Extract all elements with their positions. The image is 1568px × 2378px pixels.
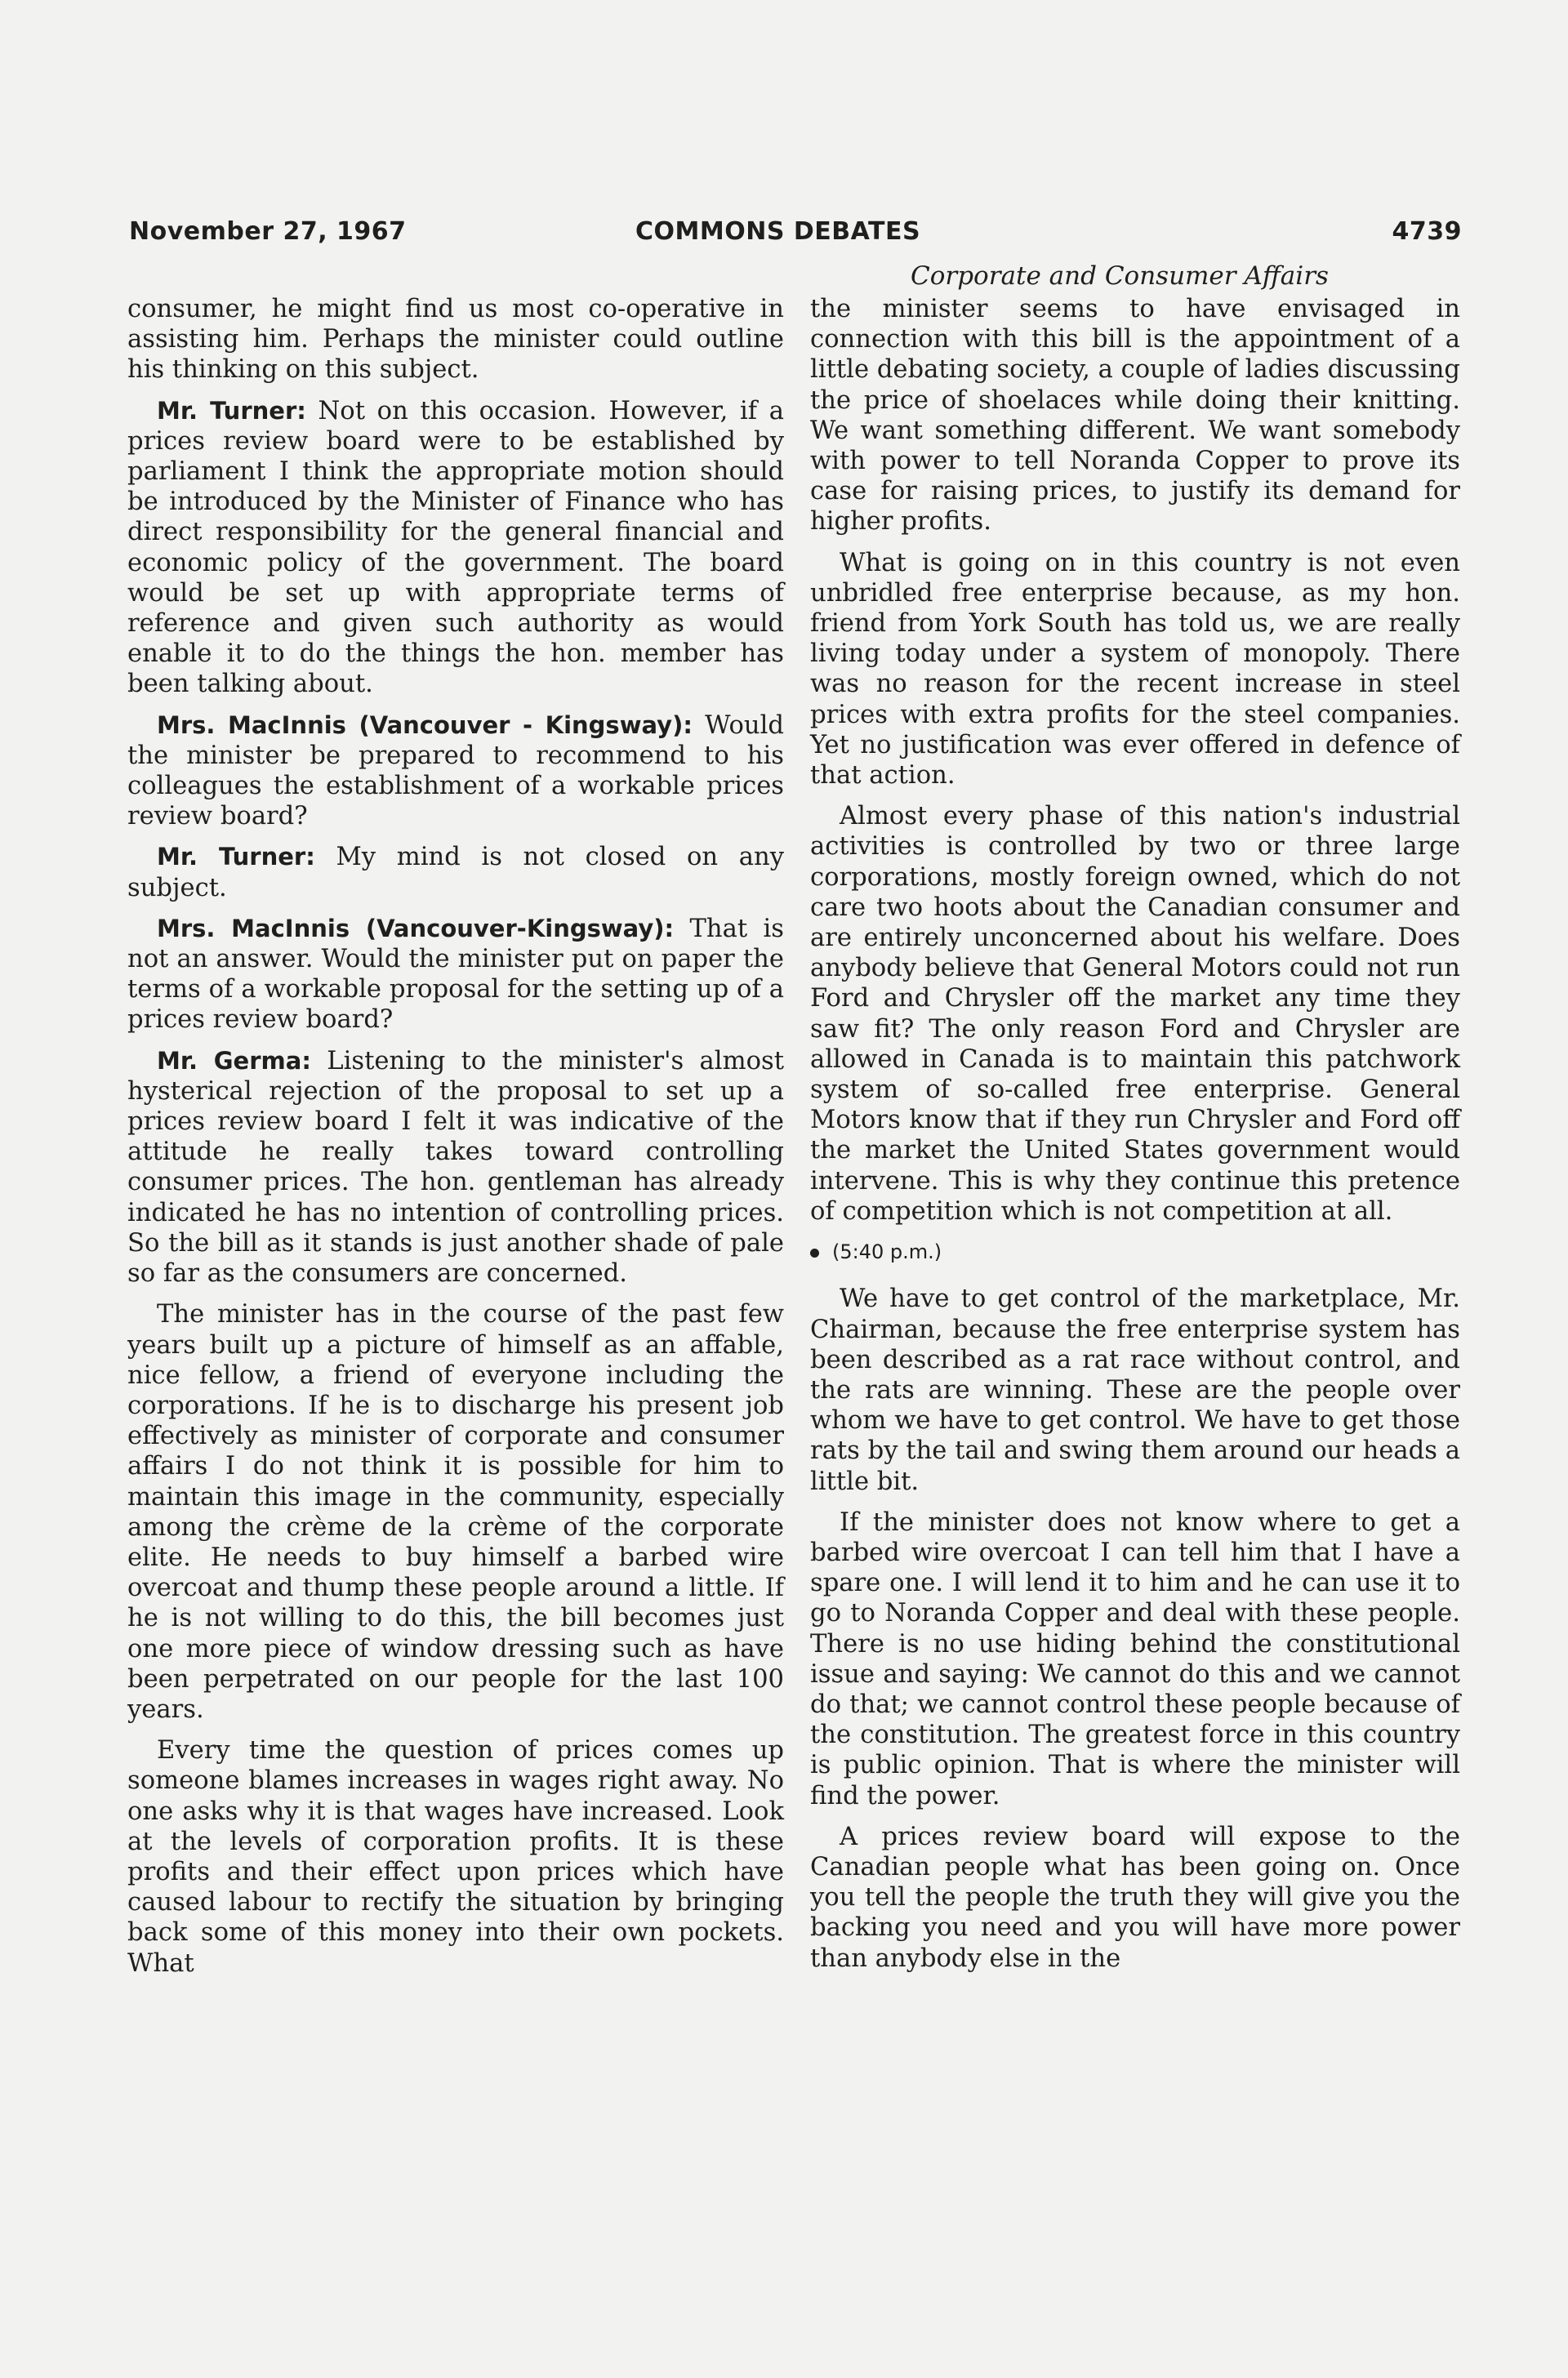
paragraph: What is going on in this country is not even unbridled free enterprise because, as my hon. friend from York South has told us, we are really living today under a system of monopoly. There was no reason for the recent increase in steel prices with extra profits for the steel companies. Yet no justification was ever offered in defence of that action. bbox=[810, 548, 1460, 790]
speech-paragraph bbox=[127, 1046, 784, 1289]
speech-text: Listening to the minister's almost hysterical rejection of the proposal to set up a prices review board I felt it was indicative of the attitude he really takes toward controlling consumer prices. The hon. gentleman has already indicated he has no intention of controlling prices. So the bill as it stands is just another shade of pale so far as the consumers are concerned. bbox=[127, 1046, 785, 1289]
paragraph: If the minister does not know where to get a barbed wire overcoat I can tell him that I have a spare one. I will lend it to him and he can use it to go to Noranda Copper and deal with these people. There is no use hiding behind the constitutional issue and saying: We cannot do this and we cannot do that; we cannot control these people because of the constitution. The greatest force in this country is public opinion. That is where the minister will find the power. bbox=[810, 1507, 1460, 1810]
paragraph: A prices review board will expose to the Canadian people what has been going on. Once you tell the people the truth they will give you the backing you need and you will have more power than anybody else in the bbox=[810, 1822, 1460, 1973]
speech-text: Not on this occasion. However, if a prices review board were to be established by parliament I think the appropriate motion should be introduced by the Minister of Finance who has direct responsibility for the general financial and economic policy of the government. The board would be set up with appropriate terms of reference and given such authority as would enable it to do the things the hon. member has been talking about. bbox=[127, 396, 784, 699]
paragraph: Almost every phase of this nation's industrial activities is controlled by two or three large corporations, mostly foreign owned, which do not care two hoots about the Canadian consumer and are entirely unconcerned about his welfare. Does anybody believe that General Motors could not run Ford and Chrysler off the market any time they saw fit? The only reason Ford and Chrysler are allowed in Canada is to maintain this patchwork system of so-called free enterprise. General Motors know that if they run Chrysler and Ford off the market the United States government would intervene. This is why they continue this pretence of competition which is not competition at all. bbox=[810, 802, 1460, 1226]
time-marker-text: (5:40 p.m.) bbox=[832, 1240, 942, 1264]
time-marker bbox=[810, 1237, 1460, 1267]
speaker-name: Mr. Turner: bbox=[157, 843, 315, 871]
speaker-name: Mrs. MacInnis (Vancouver-Kingsway): bbox=[157, 914, 675, 942]
header-title: COMMONS DEBATES bbox=[635, 217, 921, 246]
paragraph: We have to get control of the marketplace, Mr. Chairman, because the free enterprise system has been described as a rat race without control, and the rats are winning. These are the people over whom we have to get control. We have to get those rats by the tail and swing them around our heads a little bit. bbox=[810, 1285, 1460, 1496]
header-page-number: 4739 bbox=[1392, 217, 1462, 246]
right-column bbox=[810, 294, 1460, 1984]
speech-text: Would the minister be prepared to recommend to his colleagues the establishment of a workable prices review board? bbox=[127, 710, 784, 831]
speech-paragraph bbox=[127, 396, 784, 700]
left-column bbox=[127, 294, 784, 1989]
speech-paragraph bbox=[127, 842, 784, 902]
speaker-name: Mr. Germa: bbox=[157, 1046, 311, 1075]
paragraph: consumer, he might find us most co-operative in assisting him. Perhaps the minister could outline his thinking on this subject. bbox=[127, 295, 784, 385]
header-date: November 27, 1967 bbox=[129, 217, 407, 246]
bullet-icon bbox=[810, 1249, 819, 1258]
speaker-name: Mr. Turner: bbox=[157, 396, 306, 425]
paragraph: the minister seems to have envisaged in connection with this bill is the appointment of a little debating society, a couple of ladies discussing the price of shoelaces while doing their knitting. We want something different. We want somebody with power to tell Noranda Copper to prove its case for raising prices, to justify its demand for higher profits. bbox=[810, 295, 1460, 537]
paragraph: Every time the question of prices comes up someone blames increases in wages right away. No one asks why it is that wages have increased. Look at the levels of corporation profits. It is these profits and their effect upon prices which have caused labour to rectify the situation by bringing back some of this money into their own pockets. What bbox=[127, 1736, 784, 1978]
speaker-name: Mrs. MacInnis (Vancouver - Kingsway): bbox=[157, 710, 693, 739]
section-subheading: Corporate and Consumer Affairs bbox=[911, 261, 1329, 291]
page-header bbox=[129, 217, 1462, 253]
speech-paragraph bbox=[127, 710, 784, 832]
paragraph: The minister has in the course of the past few years built up a picture of himself as an affable, nice fellow, a friend of everyone including the corporations. If he is to discharge his present job effectively as minister of corporate and consumer affairs I do not think it is possible for him to maintain this image in the community, especially among the crème de la crème of the corporate elite. He needs to buy himself a barbed wire overcoat and thump these people around a little. If he is not willing to do this, the bill becomes just one more piece of window dressing such as have been perpetrated on our people for the last 100 years. bbox=[127, 1300, 784, 1724]
speech-paragraph bbox=[127, 914, 784, 1035]
speech-text: My mind is not closed on any subject. bbox=[127, 843, 784, 902]
speech-text: That is not an answer. Would the minister put on paper the terms of a workable proposal for the setting up of a prices review board? bbox=[127, 914, 784, 1035]
